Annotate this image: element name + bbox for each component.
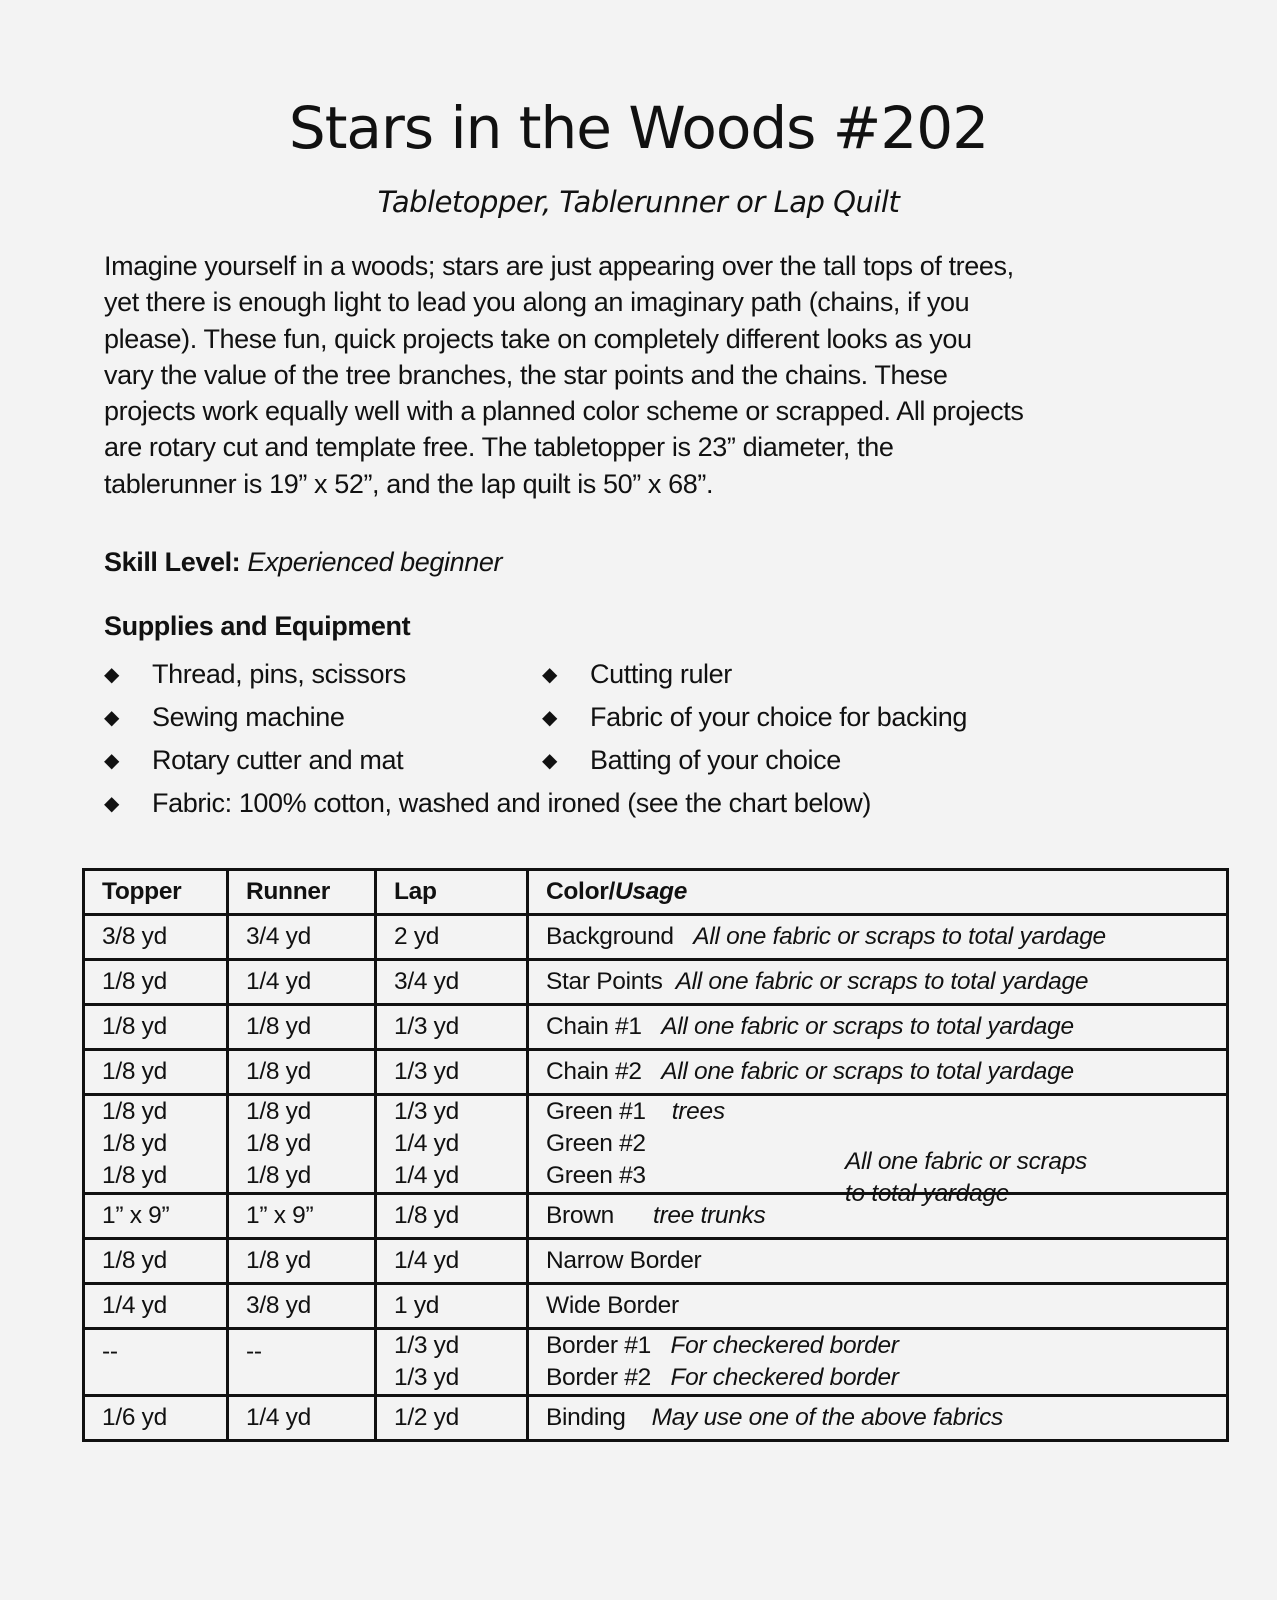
skill-level bbox=[104, 544, 502, 580]
color-name: Green #3 bbox=[546, 1162, 646, 1189]
diamond-bullet-icon: ◆ bbox=[104, 707, 119, 729]
header-color-usage: Color/Usage bbox=[528, 870, 1228, 915]
table-row: 3/8 yd 3/4 yd 2 yd Background All one fabric or scraps to total yardage bbox=[84, 915, 1228, 960]
header-topper: Topper bbox=[84, 870, 228, 915]
usage-note: All one fabric or scraps to total yardage bbox=[661, 1058, 1074, 1085]
supply-item: ◆ Fabric of your choice for backing bbox=[542, 699, 967, 736]
color-name: Wide Border bbox=[546, 1292, 679, 1319]
intro-paragraph bbox=[104, 248, 1214, 502]
header-lap: Lap bbox=[376, 870, 528, 915]
page-subtitle: Tabletopper, Tablerunner or Lap Quilt bbox=[377, 185, 900, 219]
color-name: Border #1 bbox=[546, 1332, 651, 1359]
table-row: 1/4 yd 3/8 yd 1 yd Wide Border bbox=[84, 1284, 1228, 1329]
header-runner: Runner bbox=[228, 870, 376, 915]
color-name: Background bbox=[546, 923, 674, 950]
table-row: 1/6 yd 1/4 yd 1/2 yd Binding May use one of the above fabrics bbox=[84, 1396, 1228, 1441]
supply-item: ◆ Fabric: 100% cotton, washed and ironed (see the chart below) bbox=[104, 785, 871, 822]
usage-note: All one fabric or scraps to total yardage bbox=[661, 1013, 1074, 1040]
table-row-borders: -- -- 1/3 yd 1/3 yd Border #1 For checkered border Border #2 For checkered border bbox=[84, 1329, 1228, 1396]
intro-line: please). These fun, quick projects take on completely different looks as you bbox=[104, 323, 972, 354]
diamond-bullet-icon: ◆ bbox=[104, 793, 119, 815]
diamond-bullet-icon: ◆ bbox=[542, 750, 557, 772]
table-row: 1/8 yd 1/8 yd 1/4 yd Narrow Border bbox=[84, 1239, 1228, 1284]
intro-line: yet there is enough light to lead you along an imaginary path (chains, if you bbox=[104, 287, 970, 318]
supply-item: ◆ Rotary cutter and mat bbox=[104, 742, 403, 779]
intro-line: Imagine yourself in a woods; stars are just appearing over the tall tops of trees, bbox=[104, 251, 1014, 281]
diamond-bullet-icon: ◆ bbox=[104, 664, 119, 686]
intro-line: are rotary cut and template free. The tabletopper is 23” diameter, the bbox=[104, 432, 894, 463]
color-name: Green #1 bbox=[546, 1098, 646, 1125]
usage-note: All one fabric or scraps to total yardage bbox=[845, 1148, 1087, 1207]
table-row: 1/8 yd 1/8 yd 1/3 yd Chain #2 All one fabric or scraps to total yardage bbox=[84, 1050, 1228, 1095]
table-row: 1/8 yd 1/4 yd 3/4 yd Star Points All one fabric or scraps to total yardage bbox=[84, 960, 1228, 1005]
color-name: Narrow Border bbox=[546, 1247, 702, 1274]
supply-item: ◆ Batting of your choice bbox=[542, 742, 841, 779]
skill-value: Experienced beginner bbox=[247, 547, 503, 577]
supply-item: ◆ Thread, pins, scissors bbox=[104, 656, 406, 693]
fabric-requirements-table bbox=[82, 868, 1229, 1442]
intro-line: tablerunner is 19” x 52”, and the lap quilt is 50” x 68”. bbox=[104, 468, 714, 499]
table-row: 1” x 9” 1” x 9” 1/8 yd Brown tree trunks bbox=[84, 1194, 1228, 1239]
skill-label: Skill Level: bbox=[104, 547, 241, 577]
table-row: 1/8 yd 1/8 yd 1/3 yd Chain #1 All one fabric or scraps to total yardage bbox=[84, 1005, 1228, 1050]
usage-note: tree trunks bbox=[653, 1202, 766, 1229]
diamond-bullet-icon: ◆ bbox=[542, 664, 557, 686]
color-name: Binding bbox=[546, 1404, 626, 1431]
table-row-greens: 1/8 yd 1/8 yd 1/8 yd 1/8 yd 1/8 yd 1/8 yd 1/3 yd 1/4 yd 1/4 yd Green #1 trees Green #2 Green #3 All one fabric or scraps to total yardage bbox=[84, 1095, 1228, 1194]
usage-note: For checkered border bbox=[670, 1332, 899, 1359]
usage-note: All one fabric or scraps to total yardage bbox=[675, 968, 1089, 995]
supplies-heading: Supplies and Equipment bbox=[104, 611, 411, 641]
usage-note: trees bbox=[671, 1098, 725, 1125]
supply-item: ◆ Cutting ruler bbox=[542, 656, 732, 693]
color-name: Border #2 bbox=[546, 1364, 651, 1391]
color-name: Brown bbox=[546, 1202, 614, 1229]
usage-note: May use one of the above fabrics bbox=[651, 1404, 1003, 1431]
page-title: Stars in the Woods #202 bbox=[288, 94, 989, 162]
intro-line: projects work equally well with a planned color scheme or scrapped. All projects bbox=[104, 396, 1024, 427]
table-header-row bbox=[84, 870, 1228, 915]
color-name: Star Points bbox=[546, 968, 663, 995]
color-name: Chain #2 bbox=[546, 1058, 642, 1085]
color-name: Chain #1 bbox=[546, 1013, 642, 1040]
intro-line: vary the value of the tree branches, the star points and the chains. These bbox=[104, 359, 948, 390]
usage-note: All one fabric or scraps to total yardage bbox=[693, 923, 1106, 950]
diamond-bullet-icon: ◆ bbox=[104, 750, 119, 772]
diamond-bullet-icon: ◆ bbox=[542, 707, 557, 729]
usage-note: For checkered border bbox=[670, 1364, 899, 1391]
supply-item: ◆ Sewing machine bbox=[104, 699, 345, 736]
color-name: Green #2 bbox=[546, 1130, 646, 1157]
